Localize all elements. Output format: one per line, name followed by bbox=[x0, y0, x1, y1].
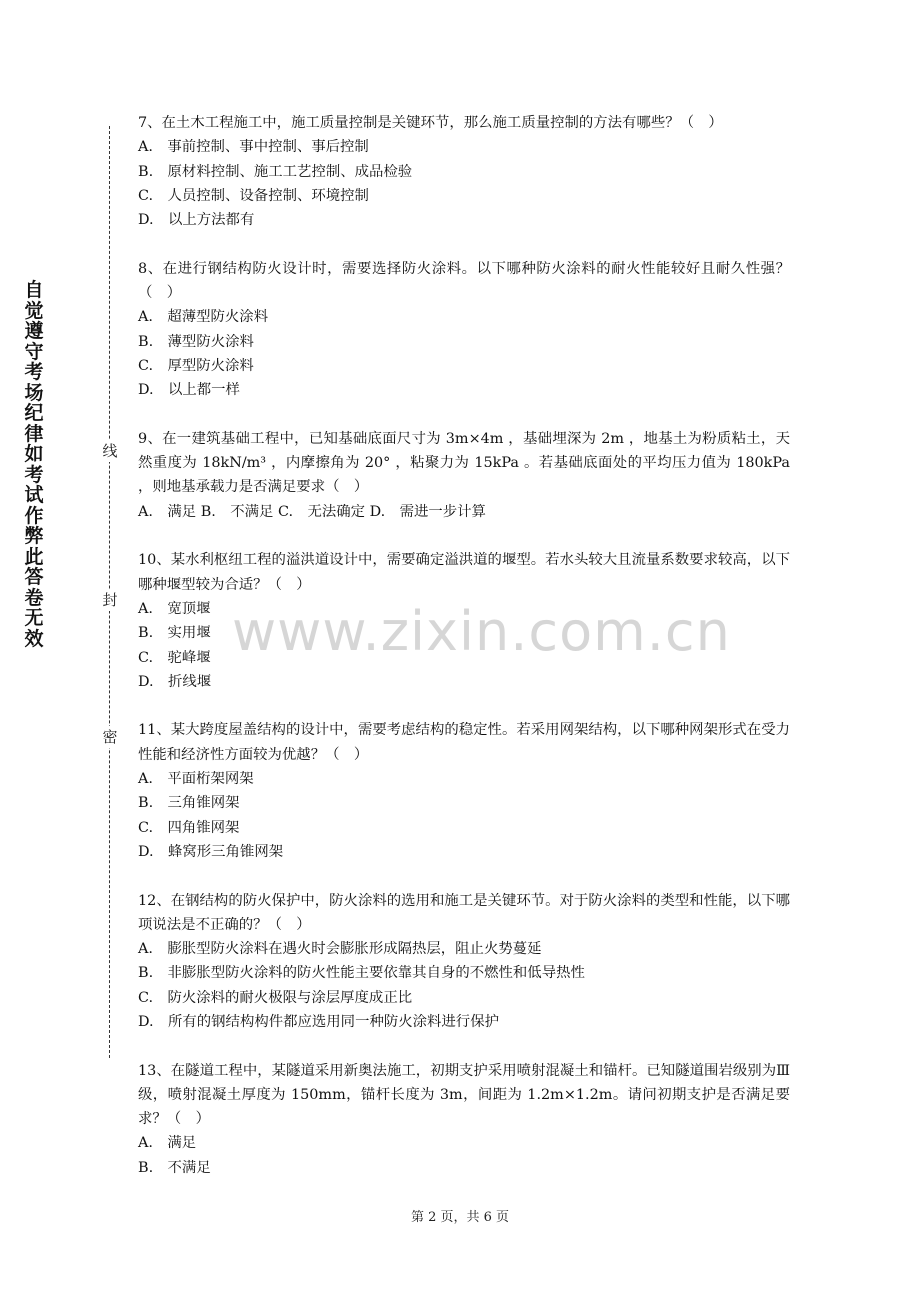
question-text: 7、在土木工程施工中，施工质量控制是关键环节，那么施工质量控制的方法有哪些？（ ） bbox=[138, 115, 723, 131]
seal-char-mi: 密 bbox=[102, 728, 118, 746]
option-b: B. 三角锥网架 bbox=[138, 795, 240, 812]
question-text: 9、在一建筑基础工程中，已知基础底面尺寸为 3m×4m ，基础埋深为 2m ，地基土为粉质粘土，天然重度为 18kN/m³ ，内摩擦角为 20° ，粘聚力为 15kPa 。若基础底面处的平均压力值为 180kPa ，则地基承载力是否满足要求（ ） bbox=[138, 430, 790, 496]
option-a: A. 平面桁架网架 bbox=[138, 771, 254, 788]
question-11 bbox=[138, 718, 790, 864]
option-d: D. 以上方法都有 bbox=[138, 212, 255, 229]
question-10 bbox=[138, 548, 790, 694]
exam-discipline-notice: 自觉遵守考场纪律如考试作弊此答卷无效 bbox=[24, 279, 44, 650]
option-b: B. 原材料控制、施工工艺控制、成品检验 bbox=[138, 163, 413, 180]
question-8 bbox=[138, 257, 790, 403]
question-list bbox=[138, 111, 790, 1204]
question-7 bbox=[138, 111, 790, 232]
seal-char-feng: 封 bbox=[102, 591, 118, 609]
option-a: A. 超薄型防火涂料 bbox=[138, 309, 269, 326]
options-inline: A. 满足 B. 不满足 C. 无法确定 D. 需进一步计算 bbox=[138, 503, 486, 520]
question-text: 10、某水利枢纽工程的溢洪道设计中，需要确定溢洪道的堰型。若水头较大且流量系数要求较高，以下哪种堰型较为合适？（ ） bbox=[138, 552, 790, 593]
option-a: A. 满足 bbox=[138, 1135, 197, 1152]
option-a: A. 宽顶堰 bbox=[138, 600, 211, 617]
option-d: D. 折线堰 bbox=[138, 673, 212, 690]
question-text: 8、在进行钢结构防火设计时，需要选择防火涂料。以下哪种防火涂料的耐火性能较好且耐久性强？（ ） bbox=[138, 260, 790, 302]
question-12 bbox=[138, 889, 790, 1035]
page-number: 第 2 页，共 6 页 bbox=[410, 1210, 510, 1225]
option-a: A. 事前控制、事中控制、事后控制 bbox=[138, 139, 369, 156]
watermark: www.zixin.com.cn bbox=[232, 600, 731, 663]
question-9 bbox=[138, 427, 790, 524]
question-13 bbox=[138, 1059, 790, 1180]
option-b: B. 实用堰 bbox=[138, 625, 211, 642]
option-c: C. 防火涂料的耐火极限与涂层厚度成正比 bbox=[138, 989, 413, 1006]
option-c: C. 人员控制、设备控制、环境控制 bbox=[138, 187, 369, 204]
question-text: 13、在隧道工程中，某隧道采用新奥法施工，初期支护采用喷射混凝土和锚杆。已知隧道围岩级别为Ⅲ级，喷射混凝土厚度为 150mm，锚杆长度为 3m，间距为 1.2m×1.2m。请问初期支护是否满足要求？（ ） bbox=[138, 1062, 790, 1128]
option-b: B. 薄型防火涂料 bbox=[138, 333, 254, 350]
option-c: C. 厚型防火涂料 bbox=[138, 357, 254, 374]
option-c: C. 四角锥网架 bbox=[138, 819, 240, 836]
option-d: D. 蜂窝形三角锥网架 bbox=[138, 843, 284, 860]
option-d: D. 以上都一样 bbox=[138, 382, 240, 399]
option-d: D. 所有的钢结构构件都应选用同一种防火涂料进行保护 bbox=[138, 1013, 499, 1030]
question-text: 11、某大跨度屋盖结构的设计中，需要考虑结构的稳定性。若采用网架结构，以下哪种网架形式在受力性能和经济性方面较为优越？（ ） bbox=[138, 722, 790, 763]
question-text: 12、在钢结构的防火保护中，防火涂料的选用和施工是关键环节。对于防火涂料的类型和性能，以下哪项说法是不正确的？（ ） bbox=[138, 892, 790, 933]
seal-char-xian: 线 bbox=[102, 442, 118, 460]
option-b: B. 不满足 bbox=[138, 1159, 211, 1176]
option-b: B. 非膨胀型防火涂料的防火性能主要依靠其自身的不燃性和低导热性 bbox=[138, 965, 585, 982]
option-a: A. 膨胀型防火涂料在遇火时会膨胀形成隔热层，阻止火势蔓延 bbox=[138, 941, 542, 958]
option-c: C. 驼峰堰 bbox=[138, 649, 211, 666]
